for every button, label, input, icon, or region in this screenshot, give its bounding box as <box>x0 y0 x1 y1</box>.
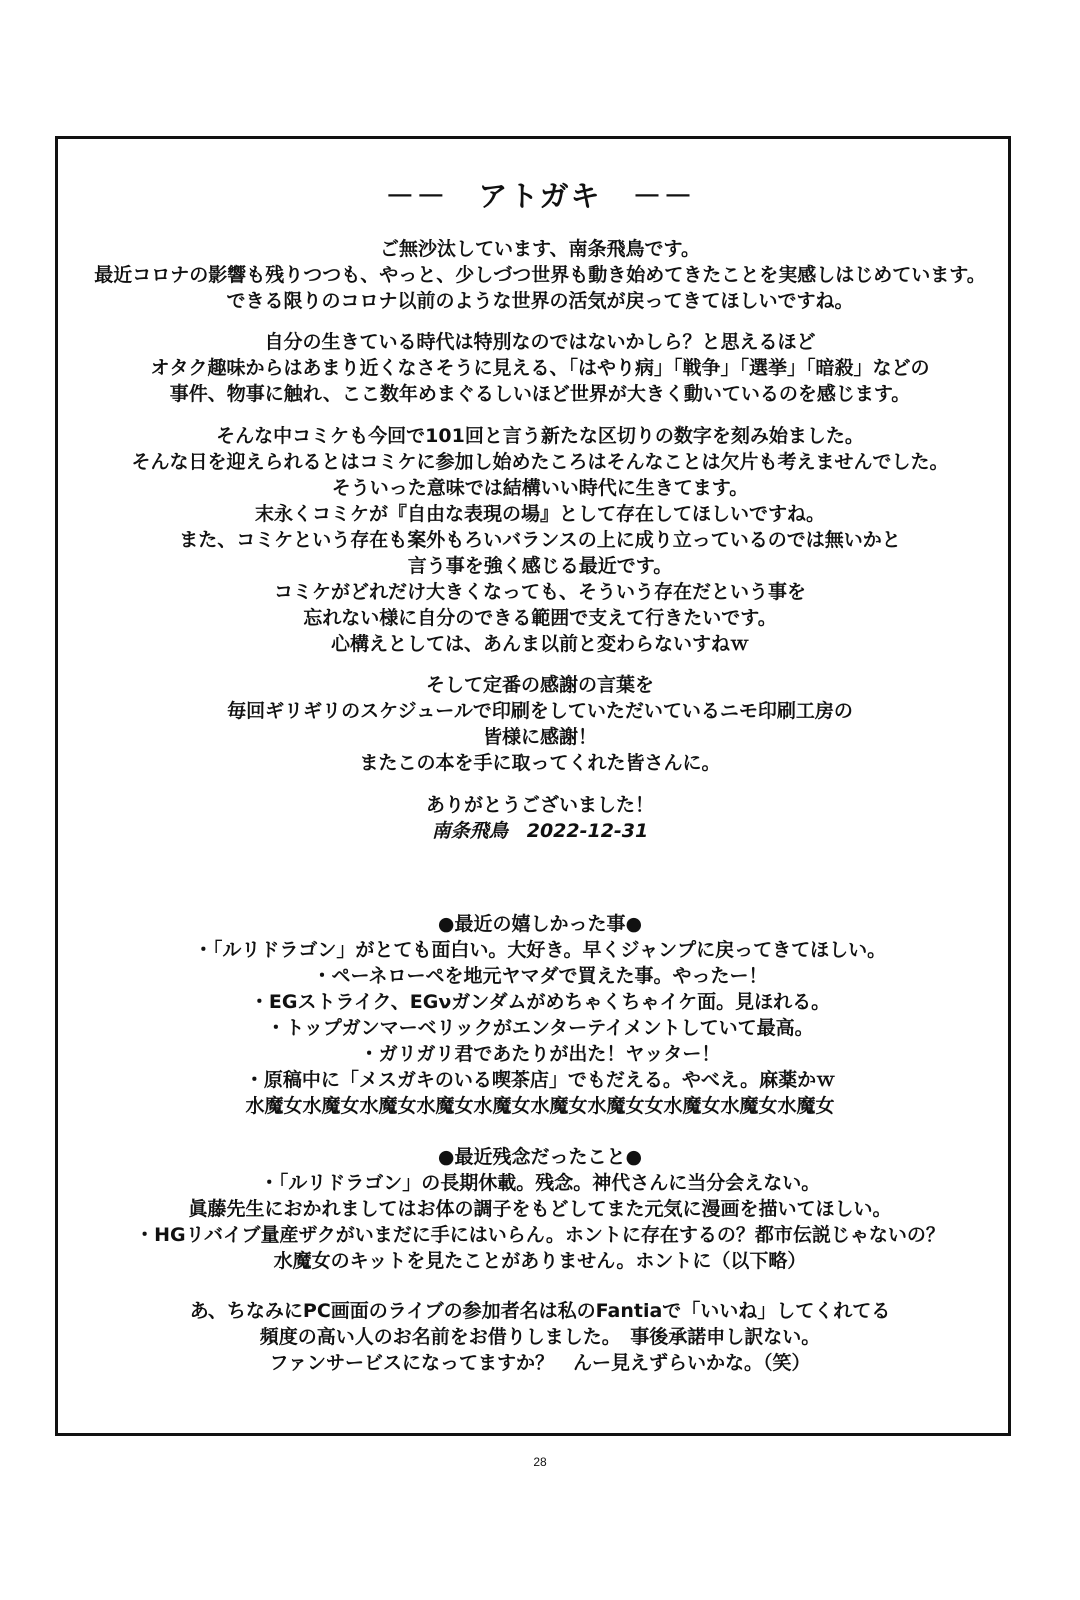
list-item: 眞藤先生におかれましてはお体の調子をもどしてまた元気に漫画を描いてほしい。 <box>188 1198 892 1220</box>
page-number: 28 <box>533 1455 547 1469</box>
closing-thanks: ありがとうございました！ <box>425 794 654 816</box>
text-line: コミケがどれだけ大きくなっても、そういう存在だという事を <box>273 581 806 603</box>
text-line: 心構えとしては、あんま以前と変わらないすねｗ <box>330 633 749 655</box>
page-title: －－ アトガキ －－ <box>385 179 695 213</box>
list-item: ・ペーネローペを地元ヤマダで買えた事。やったー！ <box>312 965 768 987</box>
list-item: ・ガリガリ君であたりが出た！ヤッター！ <box>359 1043 721 1065</box>
text-line: できる限りのコロナ以前のような世界の活気が戻ってきてほしいですね。 <box>226 290 854 312</box>
list-item: 水魔女のキットを見たことがありません。ホントに（以下略） <box>273 1250 807 1272</box>
list-item: ・EGストライク、EGνガンダムがめちゃくちゃイケ面。見ほれる。 <box>249 991 831 1013</box>
text-line: 事件、物事に触れ、ここ数年めまぐるしいほど世界が大きく動いているのを感じます。 <box>169 383 911 405</box>
text-line: あ、ちなみにPC画面のライブの参加者名は私のFantiaで「いいね」してくれてる <box>189 1300 891 1322</box>
text-line: また、コミケという存在も案外もろいバランスの上に成り立っているのでは無いかと <box>179 529 901 551</box>
text-line: 毎回ギリギリのスケジュールで印刷をしていただいているニモ印刷工房の <box>227 700 853 722</box>
text-line: またこの本を手に取ってくれた皆さんに。 <box>359 752 721 774</box>
text-line: 最近コロナの影響も残りつつも、やっと、少しづつ世界も動き始めてきたことを実感しはじめています。 <box>94 264 986 286</box>
text-line: そんな中コミケも今回で101回と言う新たな区切りの数字を刻み始ました。 <box>216 425 864 447</box>
text-line: 忘れない様に自分のできる範囲で支えて行きたいです。 <box>303 607 777 629</box>
section-heading-sad: ●最近残念だったこと● <box>437 1146 643 1168</box>
text-line: ファンサービスになってますか？ んー見えずらいかな。（笑） <box>269 1352 811 1374</box>
text-line: 皆様に感謝！ <box>482 726 597 748</box>
list-item: ・「ルリドラゴン」がとても面白い。大好き。早くジャンプに戻ってきてほしい。 <box>193 939 887 961</box>
author-signature: 南条飛鳥 2022-12-31 <box>431 820 649 842</box>
text-line: ご無沙汰しています、南条飛鳥です。 <box>380 238 700 260</box>
text-line: 頻度の高い人のお名前をお借りしました。 事後承諾申し訳ない。 <box>259 1326 821 1348</box>
list-item: ・原稿中に「メスガキのいる喫茶店」でもだえる。やべえ。麻薬かｗ <box>244 1069 836 1091</box>
text-line: そういった意味では結構いい時代に生きてます。 <box>331 477 749 499</box>
text-line: 末永くコミケが『自由な表現の場』として存在してほしいですね。 <box>254 503 825 525</box>
list-item: 水魔女水魔女水魔女水魔女水魔女水魔女水魔女女水魔女水魔女水魔女 <box>245 1095 835 1117</box>
list-item: ・トップガンマーベリックがエンターテイメントしていて最高。 <box>266 1017 814 1039</box>
text-line: 自分の生きている時代は特別なのではないかしら？と思えるほど <box>264 331 816 353</box>
text-line: そんな日を迎えられるとはコミケに参加し始めたころはそんなことは欠片も考えませんでした。 <box>131 451 949 473</box>
text-line: 言う事を強く感じる最近です。 <box>407 555 673 577</box>
section-heading-happy: ●最近の嬉しかった事● <box>437 913 643 935</box>
list-item: ・HGリバイブ量産ザクがいまだに手にはいらん。ホントに存在するの？都市伝説じゃないの？ <box>135 1224 945 1246</box>
text-line: オタク趣味からはあまり近くなさそうに見える、「はやり病」「戦争」「選挙」「暗殺」などの <box>150 357 930 379</box>
text-line: そして定番の感謝の言葉を <box>425 674 654 696</box>
list-item: ・「ルリドラゴン」の長期休載。残念。神代さんに当分会えない。 <box>259 1172 821 1194</box>
